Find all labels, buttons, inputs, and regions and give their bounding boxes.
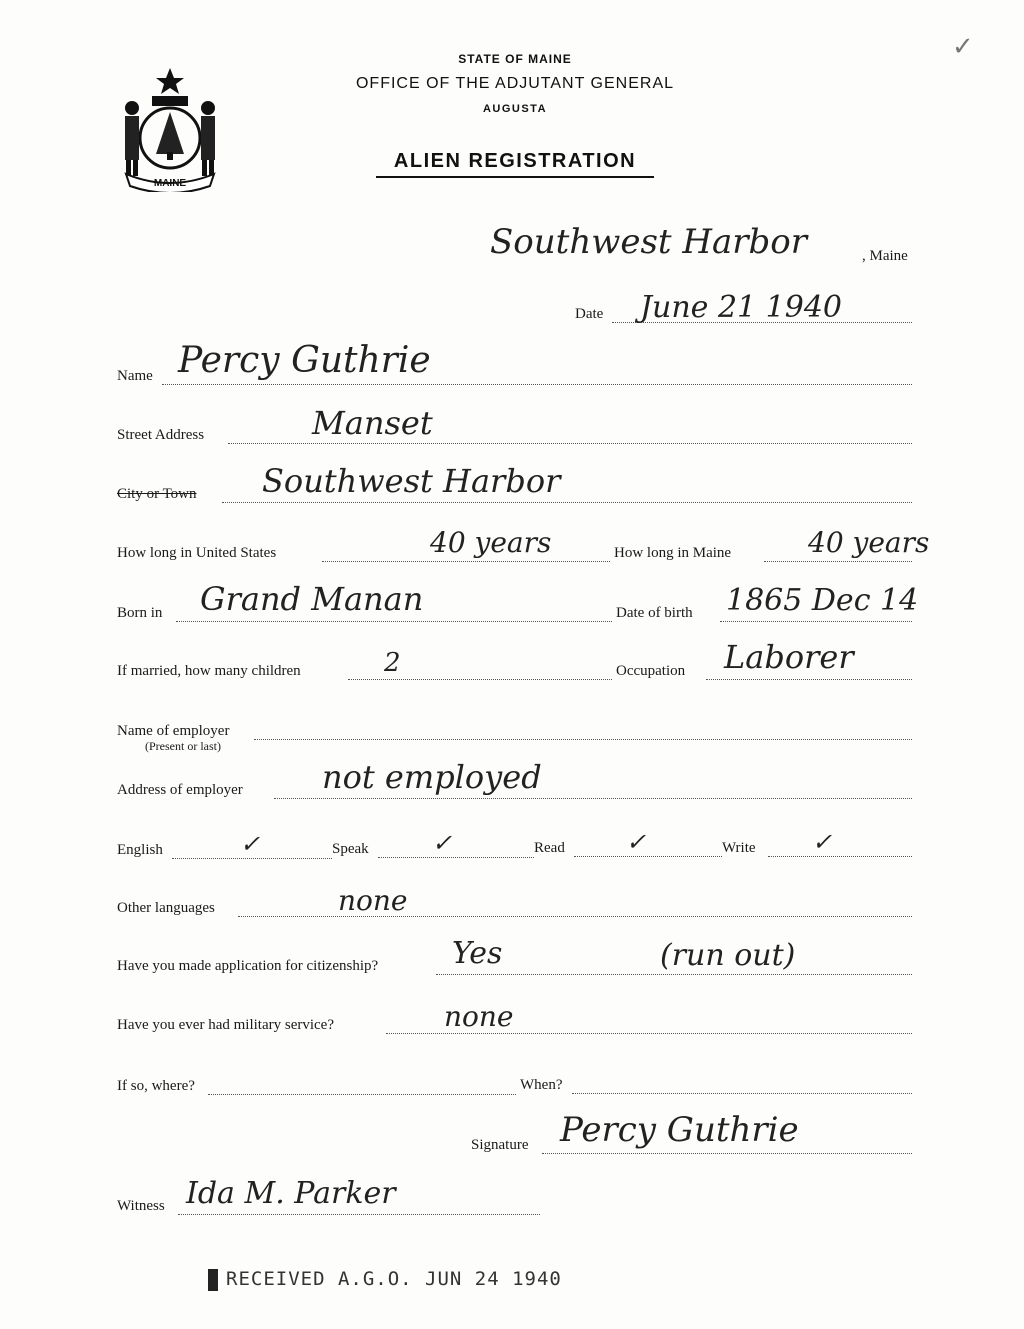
name-label: Name (117, 368, 153, 384)
english-label: English (117, 842, 163, 858)
header-office: OFFICE OF THE ADJUTANT GENERAL (355, 75, 675, 92)
where-label: If so, where? (117, 1078, 195, 1094)
military-label: Have you ever had military service? (117, 1017, 334, 1033)
name-dots (162, 384, 912, 385)
received-stamp (208, 1268, 562, 1291)
citizenship-dots (436, 974, 912, 975)
english-dots (172, 858, 332, 859)
write-value: ✓ (812, 828, 833, 856)
city-value: Southwest Harbor (262, 462, 561, 500)
witness-dots (178, 1214, 540, 1215)
witness-label: Witness (117, 1198, 165, 1214)
dob-value: 1865 Dec 14 (726, 583, 919, 618)
date-value: June 21 1940 (640, 290, 843, 325)
title-rule (376, 176, 654, 178)
street-value: Manset (312, 404, 433, 442)
stamp-text: RECEIVED A.G.O. JUN 24 1940 (226, 1268, 562, 1290)
check-mark: ✓ (952, 32, 974, 62)
us-value: 40 years (430, 526, 552, 559)
stamp-bar (208, 1269, 218, 1291)
dob-dots (720, 621, 912, 622)
street-label: Street Address (117, 427, 205, 443)
street-dots (228, 443, 912, 444)
read-dots (574, 856, 722, 857)
speak-value: ✓ (432, 829, 453, 857)
employer-addr-value: not employed (322, 758, 542, 796)
citizenship-value: Yes (452, 936, 503, 971)
header-city: AUGUSTA (482, 103, 548, 115)
employer-label: Name of employer (117, 723, 230, 739)
english-value: ✓ (240, 830, 261, 858)
other-lang-value: none (338, 884, 408, 917)
employer-addr-dots (274, 798, 912, 799)
speak-label: Speak (332, 841, 369, 857)
military-value: none (444, 1000, 514, 1033)
maine-long-value: 40 years (808, 526, 930, 559)
other-lang-label: Other languages (117, 900, 215, 916)
children-label: If married, how many children (117, 663, 301, 679)
signature-value: Percy Guthrie (560, 1110, 799, 1150)
maine-label: , Maine (862, 248, 908, 264)
dob-label: Date of birth (616, 605, 693, 621)
read-label: Read (534, 840, 565, 856)
employer-dots (254, 739, 912, 740)
form-title: ALIEN REGISTRATION (393, 150, 637, 172)
town-value: Southwest Harbor (490, 222, 808, 262)
when-dots (572, 1093, 912, 1094)
citizenship-label: Have you made application for citizenship? (117, 958, 379, 974)
children-dots (348, 679, 612, 680)
witness-value: Ida M. Parker (186, 1176, 396, 1211)
write-dots (768, 856, 912, 857)
employer-note: (Present or last) (145, 739, 221, 753)
citizenship-note: (run out) (660, 938, 796, 973)
occupation-dots (706, 679, 912, 680)
write-label: Write (722, 840, 756, 856)
occupation-value: Laborer (724, 638, 854, 676)
date-label: Date (575, 306, 604, 322)
signature-dots (542, 1153, 912, 1154)
employer-addr-label: Address of employer (117, 782, 243, 798)
header-state: STATE OF MAINE (458, 52, 572, 66)
where-dots (208, 1094, 516, 1095)
city-label: City or Town (117, 486, 197, 502)
name-value: Percy Guthrie (178, 340, 431, 381)
occupation-label: Occupation (616, 663, 686, 679)
read-value: ✓ (626, 828, 647, 856)
state-seal-icon (112, 64, 228, 192)
maine-long-dots (764, 561, 912, 562)
born-value: Grand Manan (200, 580, 424, 618)
born-dots (176, 621, 612, 622)
maine-long-label: How long in Maine (614, 545, 732, 561)
us-dots (322, 561, 610, 562)
speak-dots (378, 857, 534, 858)
signature-label: Signature (471, 1137, 529, 1153)
born-label: Born in (117, 605, 163, 621)
children-value: 2 (384, 648, 401, 678)
military-dots (386, 1033, 912, 1034)
city-dots (222, 502, 912, 503)
us-label: How long in United States (117, 545, 277, 561)
seal-text: MAINE (153, 178, 187, 189)
when-label: When? (520, 1077, 563, 1093)
